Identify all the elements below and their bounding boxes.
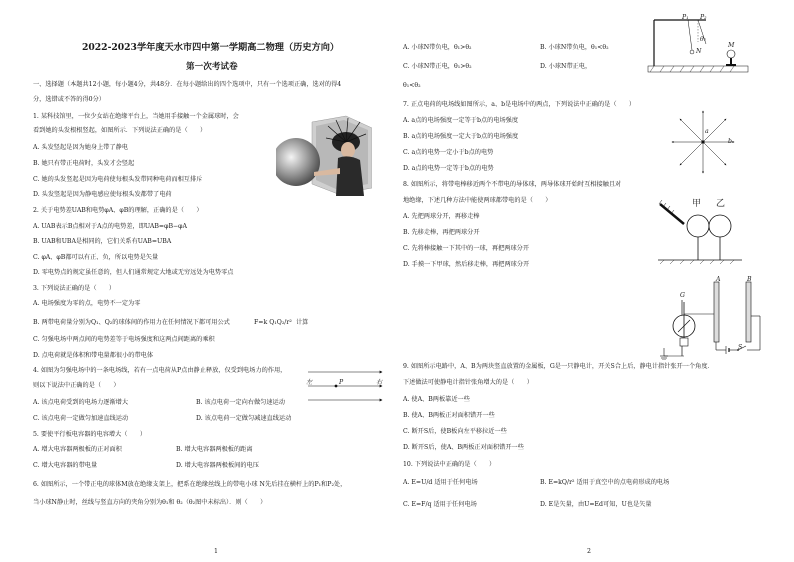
- q6-option-a: A. 小球N带负电，θ₁>θ₂: [403, 44, 472, 51]
- q4-stem-cont: 则以下说法中正确的是（ ）: [33, 382, 120, 389]
- page-number-left: 1: [214, 548, 218, 555]
- q10-stem: 10. 下列说法中正确的是（ ）: [403, 461, 496, 468]
- q3-option-b: B. 两带电荷量分别为Q₁、Q₂的球体间的作用力在任何情况下都可用公式: [33, 319, 230, 326]
- q6-option-c: C. 小球N带正电，θ₁>θ₂: [403, 63, 472, 70]
- q8-stem: 8. 如图所示，将带电棒移近两个不带电的导体球，两导体球开始时互相接触且对: [403, 181, 622, 188]
- q6-label-theta: θ₁: [700, 36, 707, 43]
- q4-option-d: D. 该点电荷一定做匀减速直线运动: [196, 415, 292, 422]
- q6-stem: 6. 如图所示，一个带正电的球体M放在绝缘支架上，把系在绝缘丝线上的带电小球 N先后挂在横杆上的P₁和P₂处，: [33, 481, 347, 488]
- q5-stem: 5. 要使平行板电容器的电容增大（ ）: [33, 431, 147, 438]
- q2-option-d: D. 零电势点的规定虽任意的，但人们通常规定大地或无穷远处为电势零点: [33, 269, 234, 276]
- q3-option-c: C. 匀强电场中两点间的电势差等于电场强度和这两点间距离的乘积: [33, 336, 215, 343]
- q8-conductor-spheres-figure: [654, 194, 746, 270]
- q2-option-b: B. UAB和UBA是相同的，它们关系有UAB=UBA: [33, 238, 172, 245]
- q6-apparatus-figure: [646, 12, 750, 74]
- q4-option-c: C. 该点电荷一定做匀加速直线运动: [33, 415, 129, 422]
- q3-formula: F=k Q₁Q₂/r²: [254, 319, 292, 326]
- q9-label-a: A: [716, 276, 721, 283]
- section-heading: 一、选择题（本题共12小题，每小题4分，共48分．在每小题给出的四个选项中，只有一个选项正确，选对的得4: [33, 81, 342, 88]
- q5-option-a: A. 增大电容器两极板的正对面积: [33, 446, 122, 453]
- q4-option-b: B. 该点电荷一定向右做匀速运动: [196, 399, 285, 406]
- q4-label-left: 左: [306, 379, 313, 386]
- q3-option-a: A. 电场强度为零的点，电势不一定为零: [33, 300, 141, 307]
- q7-option-c: C. a点的电势一定小于b点的电势: [403, 149, 494, 156]
- page-subtitle: 第一次考试卷: [186, 62, 238, 72]
- q4-label-right: 右: [376, 379, 383, 386]
- q10-option-d: D. E是矢量，由U=Ed可知，U也是矢量: [540, 501, 652, 508]
- q6-label-p1: P₁: [682, 14, 689, 21]
- q3-option-d: D. 点电荷就是体积和带电量都很小的带电体: [33, 352, 154, 359]
- q2-option-c: C. φA、φB都可以有正、负，所以电势是矢量: [33, 254, 159, 261]
- q7-option-b: B. a点的电场强度一定大于b点的电场强度: [403, 133, 519, 140]
- q2-stem: 2. 关于电势差UAB和电势φA、φB的理解，正确的是（ ）: [33, 207, 203, 214]
- q6-option-d: D. 小球N带正电，: [540, 63, 592, 70]
- page-title: 2022-2023学年度天水市四中第一学期高二物理（历史方向）: [82, 42, 340, 53]
- q1-option-b: B. 她只有带正电荷时，头发才会竖起: [33, 160, 135, 167]
- q9-stem-cont: 下述做法可使静电计指针张角增大的是（ ）: [403, 379, 533, 386]
- q6-label-n: N: [696, 48, 702, 55]
- q9-option-a: A. 使A、B两板靠近一些: [403, 396, 470, 403]
- q1-stem-cont: 看到她的头发根根竖起，如图所示．下列说法正确的是（ ）: [33, 127, 207, 134]
- q7-option-d: D. a点的电势一定等于b点的电势: [403, 165, 494, 172]
- q3-option-b-end: 计算: [296, 319, 309, 326]
- q6-label-p2: P₂: [700, 14, 707, 21]
- q4-stem: 4. 如图为匀强电场中的一条电场线，若有一点电荷从P点由静止释放，仅受到电场力的作用，: [33, 367, 287, 374]
- page-number-right: 2: [587, 548, 591, 555]
- q9-option-d: D. 断开S后，使A、B两板正对面积错开一些: [403, 444, 524, 451]
- q9-circuit-figure: [650, 276, 768, 360]
- q9-label-s: S: [738, 344, 743, 351]
- q1-photo-static-hair: [276, 114, 372, 196]
- q5-option-c: C. 增大电容器的带电量: [33, 462, 98, 469]
- q10-option-c: C. E=F/q 适用于任何电场: [403, 501, 477, 508]
- q5-option-b: B. 增大电容器两极板的距离: [176, 446, 253, 453]
- q1-option-d: D. 头发竖起是因为静电感应使每根头发都带了电荷: [33, 191, 172, 198]
- q7-stem: 7. 正点电荷的电场线如图所示，a、b是电场中的两点，下列说法中正确的是（ ）: [403, 101, 636, 108]
- q8-option-c: C. 先将棒接触一下其中的一球，再把两球分开: [403, 245, 530, 252]
- q1-option-a: A. 头发竖起是因为她身上带了静电: [33, 144, 129, 151]
- q7-option-a: A. a点的电场强度一定等于b点的电场强度: [403, 117, 519, 124]
- q6-option-b: B. 小球N带负电，θ₁<θ₂: [540, 44, 609, 51]
- q9-stem: 9. 如图所示电路中，A、B为两块竖直放置的金属板，G是一只静电计，开关S合上后，静电计指针张开一个角度．: [403, 363, 714, 370]
- q6-stem-cont: 当小球N静止时，丝线与竖直方向的夹角分别为θ₁和 θ₂（θ₂图中未标出）．则（ ）: [33, 499, 267, 506]
- q8-option-d: D. 手摸一下甲球，然后移走棒，再把两球分开: [403, 261, 530, 268]
- q8-option-b: B. 先移走棒，再把两球分开: [403, 229, 480, 236]
- q6-label-m: M: [728, 42, 735, 49]
- q7-field-lines-figure: [668, 108, 738, 176]
- q9-label-g: G: [680, 292, 685, 299]
- q2-option-a: A. UAB表示B点相对于A点的电势差，即UAB=φB−φA: [33, 223, 187, 230]
- q7-label-a: a: [705, 128, 709, 135]
- q8-stem-cont: 地绝缘，下述几种方法中能使两球都带电的是（ ）: [403, 197, 552, 204]
- q8-label-yi: 乙: [716, 199, 726, 209]
- q6-option-d-cont: θ₁<θ₂: [403, 82, 421, 89]
- section-heading-cont: 分，选错或不答的得0分）: [33, 96, 105, 103]
- q1-stem: 1. 某科技馆里，一位少女站在绝缘平台上，当她用手接触一个金属球时，会: [33, 113, 239, 120]
- q1-option-c: C. 她的头发竖起是因为电荷使每根头发带同种电荷而相互排斥: [33, 176, 203, 183]
- q10-option-a: A. E=U/d 适用于任何电场: [403, 479, 478, 486]
- q9-label-b: B: [747, 276, 752, 283]
- q4-option-a: A. 该点电荷受到的电场力逐渐增大: [33, 399, 129, 406]
- q4-label-p: P: [339, 379, 344, 386]
- q9-option-c: C. 断开S后，使B板向左平移拉近一些: [403, 428, 507, 435]
- q3-stem: 3. 下列说法正确的是（ ）: [33, 285, 116, 292]
- q4-field-figure: [306, 368, 386, 404]
- q9-option-b: B. 使A、B两板正对面积错开一些: [403, 412, 495, 419]
- q8-label-jia: 甲: [692, 199, 702, 209]
- q5-option-d: D. 增大电容器两极板间的电压: [176, 462, 259, 469]
- q8-option-a: A. 先把两球分开，再移走棒: [403, 213, 480, 220]
- q10-option-b: B. E=kQ/r² 适用于真空中的点电荷形成的电场: [540, 479, 670, 486]
- q7-label-b: b: [728, 138, 732, 145]
